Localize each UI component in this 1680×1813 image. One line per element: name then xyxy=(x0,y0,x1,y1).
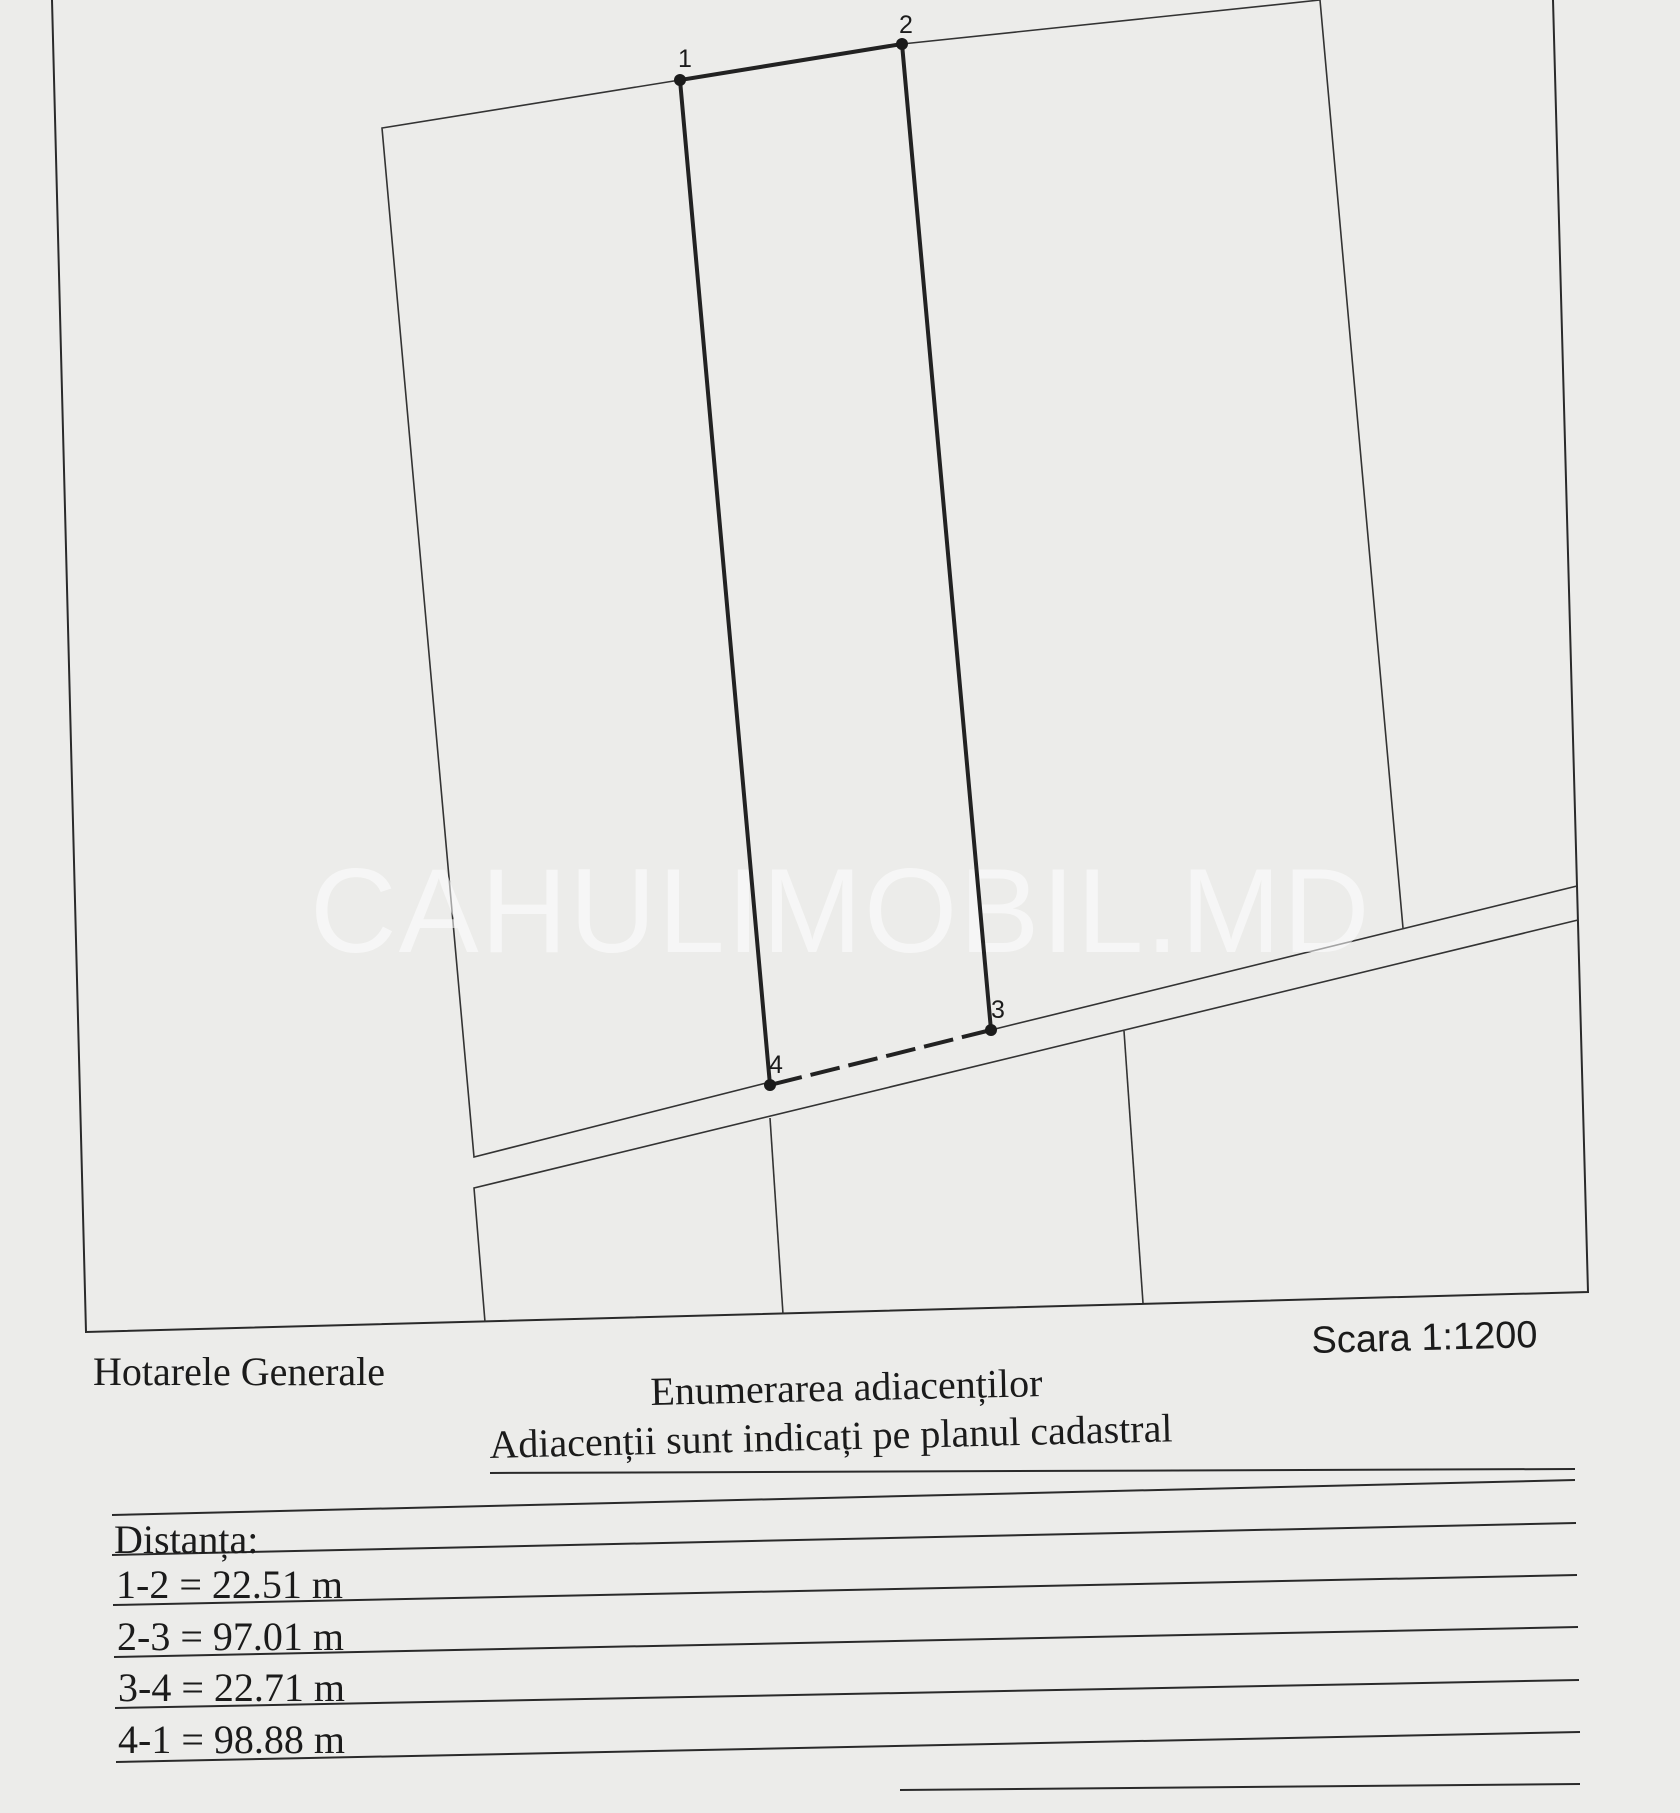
vertex-label-4: 4 xyxy=(769,1051,783,1079)
lower-divider-1 xyxy=(770,1118,783,1314)
vertex-1 xyxy=(674,74,686,86)
parcel-boundary-3-4 xyxy=(770,1030,991,1085)
left-parcel-line xyxy=(382,80,770,1157)
distance-row-4-1: 4-1 = 98.88 m xyxy=(118,1717,345,1762)
distance-row-3-4: 3-4 = 22.71 m xyxy=(118,1665,345,1710)
street-lower-edge xyxy=(474,920,1578,1322)
vertex-label-1: 1 xyxy=(678,45,692,73)
lower-divider-2 xyxy=(1124,1031,1143,1303)
rule-1 xyxy=(112,1480,1575,1515)
rule-2 xyxy=(112,1523,1576,1555)
vertex-label-2: 2 xyxy=(899,11,913,39)
adjacent-title: Enumerarea adiacenților xyxy=(649,1360,1043,1414)
distance-header: Distanța: xyxy=(114,1517,259,1562)
vertex-2 xyxy=(896,38,908,50)
watermark: CAHULIMOBIL.MD xyxy=(310,844,1372,978)
right-parcel-line xyxy=(902,0,1403,928)
vertex-label-3: 3 xyxy=(991,996,1005,1024)
distance-row-2-3: 2-3 = 97.01 m xyxy=(117,1614,344,1659)
rule-7 xyxy=(900,1784,1580,1790)
adjacent-note: Adiacenții sunt indicați pe planul cadastral xyxy=(488,1405,1173,1467)
general-boundaries-label: Hotarele Generale xyxy=(93,1349,386,1394)
distance-row-1-2: 1-2 = 22.51 m xyxy=(116,1562,343,1607)
neighbour-parcel-lines xyxy=(382,0,1578,1322)
general-boundary-frame xyxy=(52,0,1588,1332)
rule-0 xyxy=(490,1469,1575,1473)
vertex-3 xyxy=(985,1024,997,1036)
scale-label: Scara 1:1200 xyxy=(1310,1314,1539,1362)
vertex-4 xyxy=(764,1079,776,1091)
